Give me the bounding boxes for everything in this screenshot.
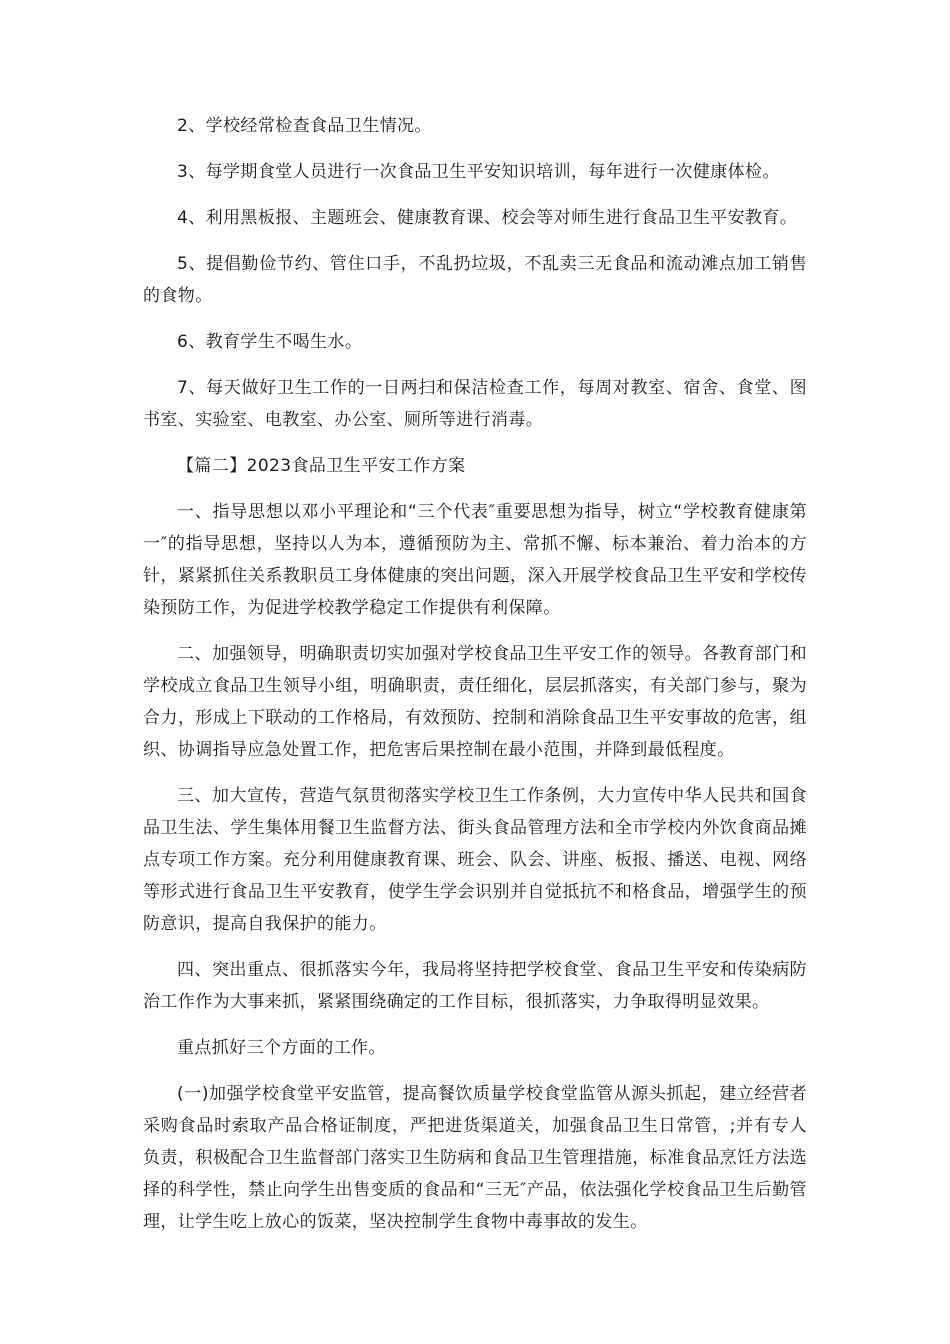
- section-heading: 【篇二】2023食品卫生平安工作方案: [177, 456, 466, 476]
- document-body: [143, 110, 807, 1238]
- paragraph-publicity: 三、加大宣传，营造气氛贯彻落实学校卫生工作条例，大力宣传中华人民共和国食品卫生法、学生集体用餐卫生监督方法、街头食品管理方法和全市学校内外饮食商品摊点专项工作方案。充分利用健康教育课、班会、队会、讲座、板报、播送、电视、网络等形式进行食品卫生平安教育，使学生学会识别并自觉抵抗不和格食品，增强学生的预防意识，提高自我保护的能力。: [143, 786, 807, 934]
- paragraph-item-7: 7、每天做好卫生工作的一日两扫和保洁检查工作，每周对教室、宿舍、食堂、图书室、实验室、电教室、办公室、厕所等进行消毒。: [143, 378, 807, 430]
- paragraph-item-5: 5、提倡勤俭节约、管住口手，不乱扔垃圾，不乱卖三无食品和流动滩点加工销售的食物。: [143, 254, 807, 306]
- paragraph-leadership: 二、加强领导，明确职责切实加强对学校食品卫生平安工作的领导。各教育部门和学校成立食品卫生领导小组，明确职责，责任细化，层层抓落实，有关部门参与，聚为合力，形成上下联动的工作格局，有效预防、控制和消除食品卫生平安事故的危害，组织、协调指导应急处置工作，把危害后果控制在最小范围，并降到最低程度。: [143, 644, 807, 760]
- paragraph-item-6: 6、教育学生不喝生水。: [177, 332, 363, 352]
- paragraph-guiding-ideology: 一、指导思想以邓小平理论和“三个代表″重要思想为指导，树立“学校教育健康第一″的指导思想，坚持以人为本，遵循预防为主、常抓不懈、标本兼治、着力治本的方针，紧紧抓住关系教职员工身体健康的突出问题，深入开展学校食品卫生平安和学校传染预防工作，为促进学校教学稳定工作提供有利保障。: [143, 502, 807, 618]
- paragraph-key-points: 四、突出重点、很抓落实今年，我局将坚持把学校食堂、食品卫生平安和传染病防治工作作为大事来抓，紧紧围绕确定的工作目标，很抓落实，力争取得明显效果。: [143, 960, 807, 1012]
- paragraph-item-3: 3、每学期食堂人员进行一次食品卫生平安知识培训，每年进行一次健康体检。: [177, 162, 780, 182]
- paragraph-item-4: 4、利用黑板报、主题班会、健康教育课、校会等对师生进行食品卫生平安教育。: [177, 208, 798, 228]
- paragraph-three-aspects: 重点抓好三个方面的工作。: [177, 1038, 386, 1058]
- paragraph-canteen-supervision: (一)加强学校食堂平安监管，提高餐饮质量学校食堂监管从源头抓起，建立经营者采购食品时索取产品合格证制度，严把进货渠道关，加强食品卫生日常管，;并有专人负责，积极配合卫生监督部门落实卫生防病和食品卫生管理措施，标准食品烹饪方法选择的科学性，禁止向学生出售变质的食品和“三无″产品，依法强化学校食品卫生后勤管理，让学生吃上放心的饭菜，坚决控制学生食物中毒事故的发生。: [143, 1084, 807, 1232]
- paragraph-item-2: 2、学校经常检查食品卫生情况。: [177, 116, 432, 136]
